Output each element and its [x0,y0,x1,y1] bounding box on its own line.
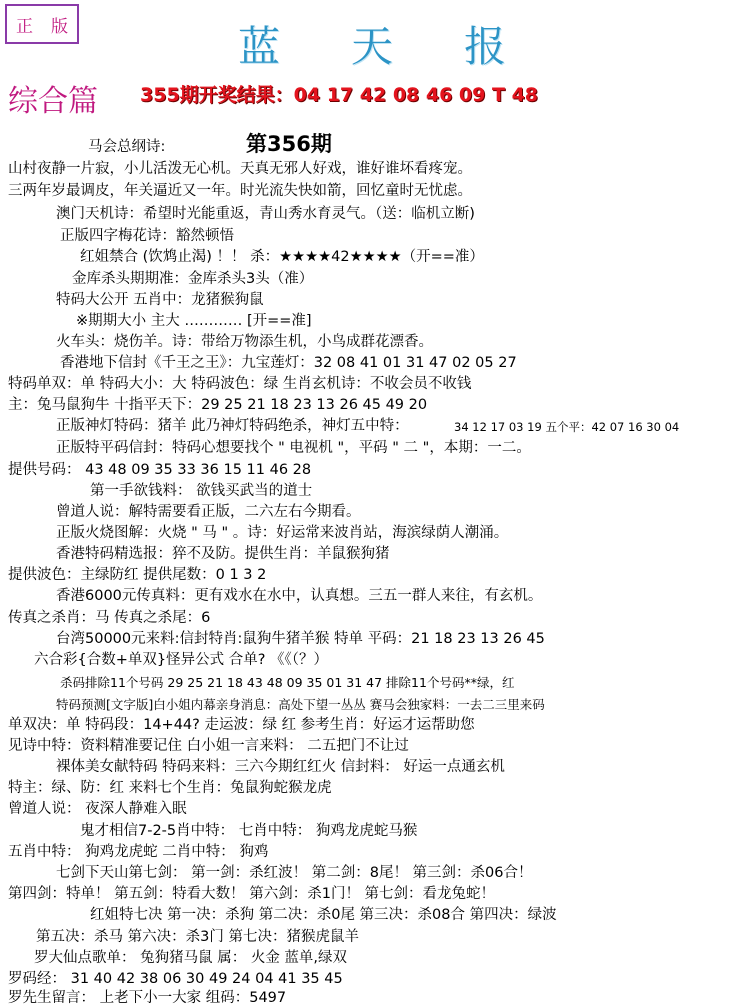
previous-result: 355期开奖结果：04 17 42 08 46 09 T 48 [140,84,539,106]
text-line: 鬼才相信7-2-5肖中特： 七肖中特： 狗鸡龙虎蛇马猴 [80,823,418,839]
masthead-title [238,14,508,74]
text-line: 第一手欲钱料： 欲钱买武当的道士 [90,483,313,499]
text-line: 火车头：烧伤羊。诗：带给万物添生机，小鸟成群花漂香。 [56,334,433,350]
text-line: 六合彩{合数+单双}怪异公式 合单? 《《（？） [34,652,329,668]
text-line: 香港特码精选报：猝不及防。提供生肖：羊鼠猴狗猪 [56,546,390,562]
text-line: 正版神灯特码：猪羊 此乃神灯特码绝杀，神灯五中特： [56,418,409,434]
masthead-char-1: 蓝 [238,22,283,71]
text-line: 杀码排除11个号码 29 25 21 18 43 48 09 35 01 31 47 排除11个号码**绿，红 [60,675,515,690]
text-line: 罗码经： 31 40 42 38 06 30 49 24 04 41 35 45 [8,971,343,987]
text-line: 罗大仙点歌单： 兔狗猪马鼠 属： 火金 蓝单,绿双 [34,950,348,966]
stamp-char-1: 正 [16,16,33,37]
text-line: 正版四字梅花诗：豁然顿悟 [60,228,234,244]
text-line: 红姐禁合 (饮鸩止渴) ！！ 杀：★★★★42★★★★（开==准） [80,249,484,265]
text-line: 第四剑：特单！ 第五剑：特看大数！ 第六剑：杀1门！ 第七剑：看龙兔蛇！ [8,886,496,902]
text-line: 三两年岁最调皮，年关逼近又一年。时光流失快如箭，回忆童时无忧虑。 [8,183,472,199]
text-line: 正版火烧图解：火烧 " 马 " 。诗：好运常来波肖站，海滨绿荫人潮涌。 [56,525,509,541]
text-line: 香港地下信封《千王之王》：九宝莲灯：32 08 41 01 31 47 02 05 27 [60,355,517,371]
text-line: 提供波色：主绿防红 提供尾数：0 1 3 2 [8,567,267,583]
text-line: 裸体美女献特码 特码来料：三六今期红红火 信封料： 好运一点通玄机 [56,759,505,775]
text-line: 第五决：杀马 第六决：杀3门 第七决：猪猴虎鼠羊 [36,929,359,945]
poem-heading: 马会总纲诗: [88,139,166,155]
genuine-stamp [5,4,79,44]
text-line: 提供号码： 43 48 09 35 33 36 15 11 46 28 [8,462,312,478]
section-title: 综合篇 [8,84,98,119]
text-line: 香港6000元传真料：更有戏水在水中，认真想。三五一群人来往，有玄机。 [56,588,543,604]
text-line: 正版特平码信封：特码心想要找个 " 电视机 "，平码 " 二 "，本期：一二。 [56,440,531,456]
issue-number: 第356期 [246,132,332,156]
text-line: 七剑下天山第七剑： 第一剑：杀红波！ 第二剑：8尾！ 第三剑：杀06合！ [56,865,533,881]
masthead-char-2: 天 [350,22,395,71]
text-line: 传真之杀肖：马 传真之杀尾：6 [8,610,211,626]
text-line: 见诗中特：资料精准要记住 白小姐一言来料： 二五把门不让过 [8,738,409,754]
text-line: 金库杀头期期准：金库杀头3头（准） [72,271,314,287]
text-line: 澳门天机诗：希望时光能重返，青山秀水育灵气。（送：临机立断) [56,206,475,222]
text-line: 曾道人说：解特需要看正版，二六左右今期看。 [56,504,361,520]
text-line: 红姐特七决 第一决：杀狗 第二决：杀0尾 第三决：杀08合 第四决：绿波 [90,907,557,923]
text-line: 罗先生留言： 上老下小一大家 组码：5497 [8,990,287,1006]
text-line: 台湾50000元来料:信封特肖:鼠狗牛猪羊猴 特单 平码：21 18 23 13 26 45 [56,631,545,647]
text-line: 曾道人说： 夜深人静难入眠 [8,801,187,817]
text-line: 特码预测[文字版]白小姐内幕亲身消息：高处下望一丛丛 赛马会独家料：一去二三里来码 [56,697,545,712]
text-line: 特码单双：单 特码大小：大 特码波色：绿 生肖玄机诗：不收会员不收钱 [8,376,472,392]
text-line: 五肖中特： 狗鸡龙虎蛇 二肖中特： 狗鸡 [8,844,269,860]
stamp-char-2: 版 [51,16,68,37]
text-line: 山村夜静一片寂，小儿活泼无心机。天真无邪人好戏，谁好谁坏看疼宠。 [8,161,472,177]
text-line: 34 12 17 03 19 五个平：42 07 16 30 04 [454,420,680,434]
text-line: 特码大公开 五肖中：龙猪猴狗鼠 [56,292,264,308]
text-line: 主：兔马鼠狗牛 十指平天下：29 25 21 18 23 13 26 45 49 20 [8,397,428,413]
masthead-char-3: 报 [463,22,508,71]
text-line: 特主：绿、防：红 来料七个生肖：兔鼠狗蛇猴龙虎 [8,780,332,796]
text-line: ※期期大小 主大 ………… [开==准] [76,313,312,329]
text-line: 单双决：单 特码段：14+44? 走运波：绿 红 参考生肖：好运才运帮助您 [8,717,475,733]
